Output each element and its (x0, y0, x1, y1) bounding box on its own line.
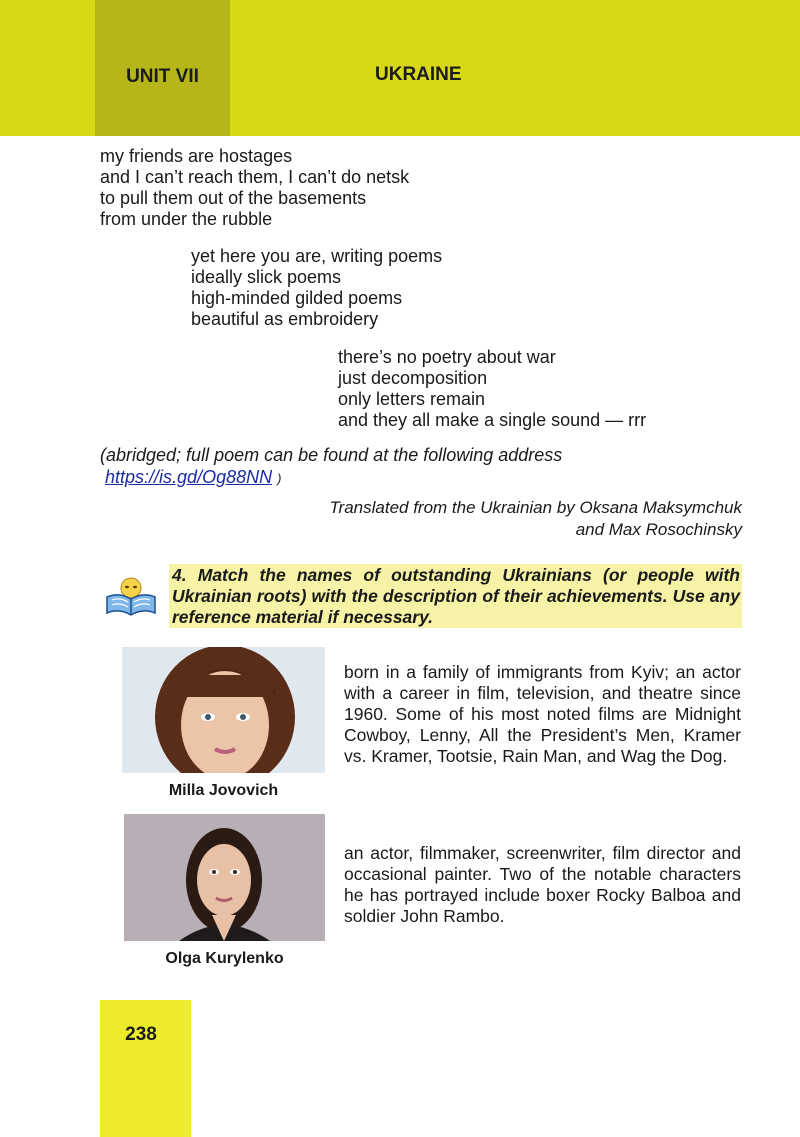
credit-line: Translated from the Ukrainian by Oksana Maksymchuk (329, 498, 742, 517)
poem-line: just decomposition (338, 368, 488, 388)
portrait-photo-2 (124, 814, 325, 941)
person-name: Milla Jovovich (168, 782, 279, 799)
task-instruction: 4. Match the names of outstanding Ukrainians (or people with Ukrainian roots) with the description of their achievements. Use any reference material if necessary. (172, 565, 740, 627)
page-number: 238 (125, 1024, 157, 1045)
poem-line: high-minded gilded poems (191, 288, 403, 308)
person-description: born in a family of immigrants from Kyiv; an actor with a career in film, television, and theatre since 1960. Some of his most noted films are Midnight Cowboy, Lenny, All the President’s Men, Kramer vs. Kramer, Tootsie, Rain Man, and Wag the Dog. (344, 662, 741, 766)
poem-line: there’s no poetry about war (338, 347, 556, 367)
footer-block (100, 1000, 191, 1137)
source-link[interactable]: https://is.gd/Og88NN (105, 467, 273, 487)
credit-line: and Max Rosochinsky (575, 520, 742, 539)
poem-stanza-3 (338, 347, 646, 431)
poem-line: and they all make a single sound — rrr (338, 410, 647, 430)
poem-line: my friends are hostages (100, 146, 293, 166)
poem-line: beautiful as embroidery (191, 309, 379, 329)
translation-credit (329, 497, 742, 541)
unit-label: UNIT VII (126, 66, 199, 87)
poem-line: ideally slick poems (191, 267, 342, 287)
poem-line: and I can’t reach them, I can’t do netsk (100, 167, 410, 187)
source-note-text: (abridged; full poem can be found at the following address (100, 445, 563, 465)
poem-line: to pull them out of the basements (100, 188, 367, 208)
source-note-close: ) (277, 471, 282, 486)
poem-stanza-2 (191, 246, 442, 330)
poem-line: from under the rubble (100, 209, 273, 229)
person-description: an actor, filmmaker, screenwriter, film director and occasional painter. Two of the notable characters he has portrayed include boxer Rocky Balboa and soldier John Rambo. (344, 843, 741, 926)
portrait-photo-1 (122, 647, 325, 773)
person-name: Olga Kurylenko (165, 950, 284, 967)
poem-stanza-1 (100, 146, 409, 230)
chapter-title: UKRAINE (375, 64, 462, 85)
reading-book-icon (104, 575, 158, 617)
poem-line: only letters remain (338, 389, 486, 409)
source-note (100, 444, 562, 490)
poem-line: yet here you are, writing poems (191, 246, 443, 266)
